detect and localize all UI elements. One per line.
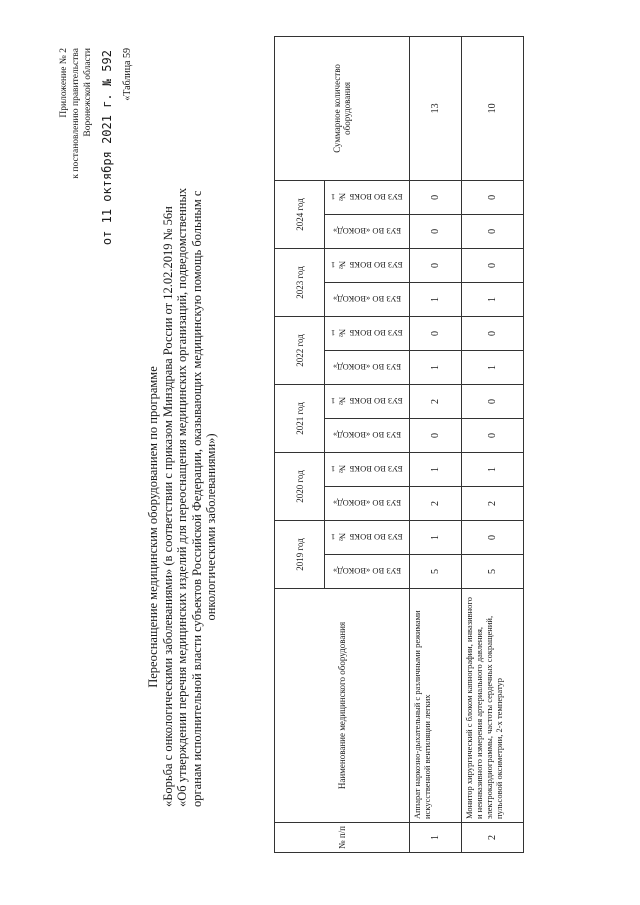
- heading-line-2: «Борьба с онкологическими заболеваниями» (в соответствии с приказом Минздрава России от 12.02.2019 № 56н: [160, 206, 175, 807]
- subheader-vokb: [325, 248, 410, 282]
- equipment-name: Монитор хирургический с блоком капнографии, инвазивного и неинвазивного измерения артериального давления, электрокардиограммы, частоты сердечных сокращений, пульсовой оксиметрии, 2-х температур: [462, 589, 524, 823]
- quantity-cell: 0: [410, 248, 462, 282]
- subheader-vokb: [325, 180, 410, 214]
- subheader-vokb: [325, 520, 410, 554]
- quantity-cell: 1: [410, 520, 462, 554]
- quantity-cell: 2: [410, 486, 462, 520]
- quantity-cell: 5: [462, 555, 524, 589]
- quantity-cell: 0: [462, 180, 524, 214]
- header-number: № п/п: [275, 823, 410, 853]
- quantity-cell: 2: [462, 486, 524, 520]
- document-heading: [146, 187, 219, 807]
- subheader-label: БУЗ ВО ВОКБ № 1: [331, 532, 403, 543]
- heading-line-1: Переоснащение медицинским оборудованием по программе: [146, 366, 160, 688]
- equipment-name: Аппарат наркозно-дыхательный с различными режимами искусственной вентиляции легких: [410, 589, 462, 823]
- heading-line-4: органам исполнительной власти субъектов Российской Федерации, оказывающих медицинскую помощь больным с: [189, 190, 204, 807]
- subheader-vokod: [325, 282, 410, 316]
- quantity-cell: 1: [462, 282, 524, 316]
- subheader-vokod: [325, 350, 410, 384]
- subheader-label: БУЗ ВО «ВОКОД»: [332, 498, 402, 509]
- quantity-cell: 0: [462, 418, 524, 452]
- header-year-2023: 2023 год: [275, 248, 325, 316]
- header-total: Суммарное количество оборудования: [275, 36, 410, 180]
- quantity-cell: 1: [462, 350, 524, 384]
- quantity-cell: 0: [462, 214, 524, 248]
- subheader-vokod: [325, 214, 410, 248]
- subheader-label: БУЗ ВО ВОКБ № 1: [331, 260, 403, 271]
- quantity-cell: 0: [410, 214, 462, 248]
- quantity-cell: 0: [462, 248, 524, 282]
- header-year-2019: 2019 год: [275, 520, 325, 588]
- header-year-2022: 2022 год: [275, 316, 325, 384]
- subheader-vokod: [325, 555, 410, 589]
- row-number: 1: [410, 823, 462, 853]
- order-date-number: от 11 октября 2021 г. № 592: [100, 50, 114, 246]
- quantity-cell: 0: [462, 384, 524, 418]
- row-number: 2: [462, 823, 524, 853]
- subheader-label: БУЗ ВО ВОКБ № 1: [331, 464, 403, 475]
- appendix-line-1: Приложение № 2: [59, 48, 69, 118]
- subheader-label: БУЗ ВО ВОКБ № 1: [331, 328, 403, 339]
- quantity-cell: 0: [462, 520, 524, 554]
- quantity-cell: 1: [410, 282, 462, 316]
- subheader-label: БУЗ ВО ВОКБ № 1: [331, 192, 403, 203]
- heading-line-3: «Об утверждении перечня медицинских изделий для переоснащения медицинских организаций, подведомственных: [175, 187, 189, 807]
- subheader-label: БУЗ ВО «ВОКОД»: [332, 294, 402, 305]
- quantity-cell: 0: [462, 316, 524, 350]
- quantity-cell: 5: [410, 555, 462, 589]
- heading-line-5: онкологическими заболеваниями»): [204, 433, 218, 621]
- subheader-label: БУЗ ВО «ВОКОД»: [332, 566, 402, 577]
- subheader-label: БУЗ ВО «ВОКОД»: [332, 226, 402, 237]
- quantity-cell: 0: [410, 316, 462, 350]
- subheader-vokb: [325, 316, 410, 350]
- subheader-label: БУЗ ВО «ВОКОД»: [332, 430, 402, 441]
- header-year-2021: 2021 год: [275, 384, 325, 452]
- equipment-table: [274, 36, 524, 853]
- table-number: «Таблица 59: [122, 48, 133, 101]
- subheader-vokb: [325, 452, 410, 486]
- quantity-cell: 1: [410, 452, 462, 486]
- total-cell: 13: [410, 36, 462, 180]
- table-row: [462, 36, 524, 852]
- quantity-cell: 0: [410, 180, 462, 214]
- appendix-block: [58, 48, 94, 218]
- header-year-2020: 2020 год: [275, 452, 325, 520]
- header-equipment-name: Наименование медицинского оборудования: [275, 589, 410, 823]
- appendix-line-3: Воронежской области: [83, 48, 93, 137]
- table-row: [410, 36, 462, 852]
- subheader-label: БУЗ ВО ВОКБ № 1: [331, 396, 403, 407]
- quantity-cell: 1: [410, 350, 462, 384]
- subheader-label: БУЗ ВО «ВОКОД»: [332, 362, 402, 373]
- subheader-vokb: [325, 384, 410, 418]
- quantity-cell: 1: [462, 452, 524, 486]
- subheader-vokod: [325, 486, 410, 520]
- quantity-cell: 2: [410, 384, 462, 418]
- total-cell: 10: [462, 36, 524, 180]
- quantity-cell: 0: [410, 418, 462, 452]
- appendix-line-2: к постановлению правительства: [71, 48, 81, 179]
- subheader-vokod: [325, 418, 410, 452]
- header-year-2024: 2024 год: [275, 180, 325, 248]
